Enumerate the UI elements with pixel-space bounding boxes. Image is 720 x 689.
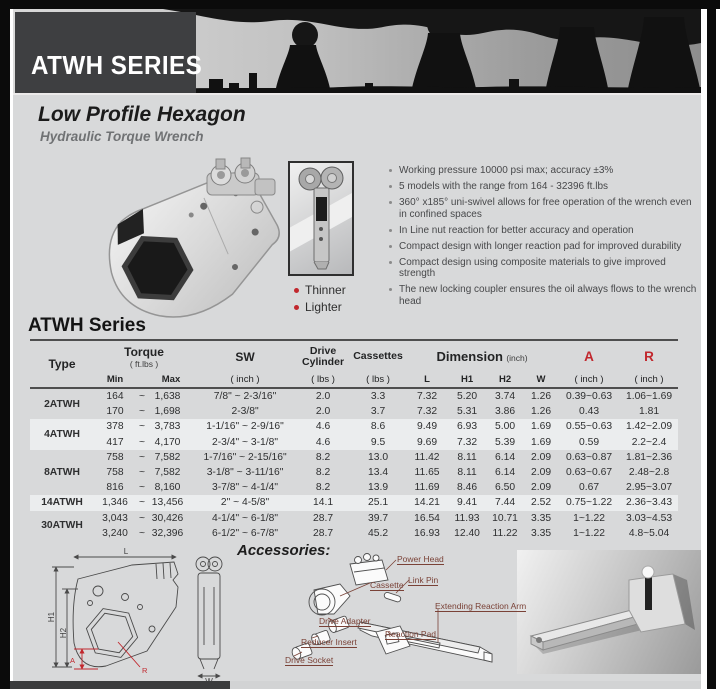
cell-torque-max: 13,456 bbox=[148, 495, 194, 510]
cell-torque-max: 32,396 bbox=[151, 527, 184, 539]
cell-torque-tilde: ~ bbox=[136, 495, 148, 510]
cell-dim-h1: 7.32 bbox=[448, 435, 486, 450]
cell-torque-tilde: ~ bbox=[138, 527, 145, 539]
col-l: L bbox=[406, 372, 448, 388]
cell-torque-max: 30,426 bbox=[151, 512, 184, 524]
col-drive-cylinder: Drive Cylinder bbox=[302, 344, 345, 368]
table-row bbox=[30, 465, 678, 480]
cell-r-value: 2.95~3.07 bbox=[625, 482, 673, 494]
cassettes-unit: ( lbs ) bbox=[350, 372, 406, 388]
cell-dim-w: 2.09 bbox=[531, 482, 552, 494]
col-max: Max bbox=[148, 372, 194, 388]
cell-r-value: 2.48~2.8 bbox=[628, 467, 670, 479]
cell-drive-cylinder: 2.0 bbox=[315, 391, 331, 403]
cell-dim-h1: 11.93 bbox=[454, 512, 480, 524]
cell-dim-w: 2.52 bbox=[524, 495, 558, 510]
spec-table-body bbox=[30, 388, 678, 541]
cell-torque-min: 1,346 bbox=[94, 495, 136, 510]
banner-image bbox=[13, 9, 701, 95]
col-r: R bbox=[644, 349, 654, 364]
cell-dim-h1: 9.41 bbox=[448, 495, 486, 510]
side-view-photo bbox=[290, 163, 352, 274]
cell-torque-max: 8,160 bbox=[154, 482, 181, 494]
cell-a-value: 0.39~0.63 bbox=[565, 391, 613, 403]
bullet-dot-icon bbox=[389, 288, 392, 291]
bullet-dot-icon bbox=[389, 185, 392, 188]
cell-torque-min: 3,240 bbox=[102, 527, 128, 539]
cell-dim-h1: 8.11 bbox=[457, 467, 477, 479]
dimension-label: Dimension bbox=[436, 349, 503, 364]
cell-drive-cylinder: 4.6 bbox=[296, 435, 350, 450]
cell-a-value: 0.67 bbox=[579, 482, 600, 494]
feature-text: Compact design with longer reaction pad for improved durability bbox=[399, 240, 682, 252]
cell-dim-h2: 6.14 bbox=[495, 467, 516, 479]
cell-torque-tilde: ~ bbox=[138, 391, 145, 403]
col-tilde bbox=[136, 372, 148, 388]
cell-drive-cylinder: 4.6 bbox=[296, 419, 350, 434]
cell-dim-l: 7.32 bbox=[417, 391, 438, 403]
dim-label-h2: H2 bbox=[59, 627, 68, 639]
cell-torque-tilde: ~ bbox=[136, 419, 148, 434]
cell-torque-min: 758 bbox=[106, 467, 124, 479]
product-photo-side bbox=[288, 161, 354, 276]
cell-dim-h2: 3.86 bbox=[495, 406, 516, 418]
cell-a-value: 1~1.22 bbox=[573, 512, 605, 524]
accessory-label-extending-reaction-arm: Extending Reaction Arm bbox=[435, 601, 527, 611]
model-type: 2ATWH bbox=[44, 398, 80, 410]
spec-table bbox=[30, 339, 678, 541]
accessory-label-reaction-pad: Reaction Pad bbox=[385, 629, 437, 639]
footer-bar-light bbox=[230, 681, 701, 689]
cell-sw: 3-1/8" ~ 3-11/16" bbox=[206, 467, 284, 479]
cell-sw: 3-7/8" ~ 4-1/4" bbox=[212, 482, 279, 494]
cell-dim-w: 3.35 bbox=[531, 527, 552, 539]
red-bullet-icon bbox=[294, 305, 299, 310]
cell-a-value: 0.75~1.22 bbox=[558, 495, 620, 510]
dim-label-r: R bbox=[142, 666, 148, 675]
cell-dim-w: 1.26 bbox=[531, 391, 552, 403]
cell-torque-min: 816 bbox=[106, 482, 124, 494]
col-w: W bbox=[524, 372, 558, 388]
bullet-dot-icon bbox=[389, 169, 392, 172]
cell-sw: 4-1/4" ~ 6-1/8" bbox=[212, 512, 279, 524]
feature-item bbox=[389, 165, 699, 177]
cell-a-value: 0.43 bbox=[579, 406, 600, 418]
cell-dim-h2: 3.74 bbox=[495, 391, 516, 403]
cell-r-value: 1.42~2.09 bbox=[620, 419, 678, 434]
bullet-dot-icon bbox=[389, 261, 392, 264]
accessories-photo bbox=[517, 550, 701, 674]
photo-callouts bbox=[294, 283, 346, 317]
cell-r-value: 2.2~2.4 bbox=[620, 435, 678, 450]
cell-drive-cylinder: 8.2 bbox=[315, 482, 331, 494]
dim-label-h1: H1 bbox=[47, 611, 56, 623]
reaction-arm-photo bbox=[517, 550, 701, 674]
accessory-label-power-head: Power Head bbox=[397, 554, 444, 564]
cell-drive-cylinder: 8.2 bbox=[315, 451, 331, 463]
cell-r-value: 3.03~4.53 bbox=[625, 512, 673, 524]
cell-torque-tilde: ~ bbox=[138, 482, 145, 494]
cell-r-value: 1.06~1.69 bbox=[625, 391, 673, 403]
table-heading: ATWH Series bbox=[28, 315, 146, 336]
cell-a-value: 0.63~0.87 bbox=[565, 451, 613, 463]
col-h1: H1 bbox=[448, 372, 486, 388]
cell-dim-w: 1.26 bbox=[531, 406, 552, 418]
table-row bbox=[30, 511, 678, 526]
model-type: 14ATWH bbox=[30, 495, 94, 510]
cell-dim-l: 7.32 bbox=[417, 406, 438, 418]
cell-drive-cylinder: 28.7 bbox=[313, 527, 334, 539]
cell-torque-min: 170 bbox=[106, 406, 124, 418]
cell-cassettes: 25.1 bbox=[350, 495, 406, 510]
cell-a-value: 0.55~0.63 bbox=[558, 419, 620, 434]
cell-torque-max: 7,582 bbox=[154, 451, 181, 463]
cell-dim-l: 16.93 bbox=[414, 527, 440, 539]
cell-dim-l: 11.65 bbox=[414, 467, 440, 479]
col-type: Type bbox=[30, 340, 94, 388]
table-row bbox=[30, 495, 678, 510]
cell-cassettes: 8.6 bbox=[350, 419, 406, 434]
cell-sw: 1-1/16" ~ 2-9/16" bbox=[194, 419, 296, 434]
cell-dim-h2: 5.39 bbox=[486, 435, 524, 450]
accessory-label-drive-socket: Drive Socket bbox=[285, 655, 334, 665]
feature-item bbox=[389, 181, 699, 193]
col-min: Min bbox=[94, 372, 136, 388]
table-row bbox=[30, 388, 678, 404]
cell-torque-min: 378 bbox=[94, 419, 136, 434]
cell-torque-tilde: ~ bbox=[138, 406, 145, 418]
feature-text: Compact design using composite materials to give improved strength bbox=[399, 256, 666, 279]
cell-torque-min: 3,043 bbox=[102, 512, 128, 524]
cell-dim-h2: 6.14 bbox=[495, 451, 516, 463]
series-title-box bbox=[15, 12, 203, 93]
cell-torque-max: 7,582 bbox=[154, 467, 181, 479]
feature-item bbox=[389, 241, 699, 253]
table-row bbox=[30, 404, 678, 419]
cell-r-value: 1.81~2.36 bbox=[625, 451, 673, 463]
cell-dim-h2: 10.71 bbox=[492, 512, 518, 524]
callout-text: Lighter bbox=[305, 300, 342, 314]
feature-item bbox=[389, 257, 699, 280]
col-sw: SW bbox=[235, 349, 255, 364]
cell-dim-l: 16.54 bbox=[414, 512, 440, 524]
cell-dim-w: 2.09 bbox=[531, 467, 552, 479]
cell-sw: 2-3/4" ~ 3-1/8" bbox=[194, 435, 296, 450]
cell-dim-h1: 8.11 bbox=[457, 451, 477, 463]
feature-text: In Line nut reaction for better accuracy and operation bbox=[399, 224, 634, 236]
cell-a-value: 1~1.22 bbox=[573, 527, 605, 539]
cell-sw: 7/8" ~ 2-3/16" bbox=[213, 391, 277, 403]
table-row bbox=[30, 450, 678, 465]
cell-drive-cylinder: 8.2 bbox=[315, 467, 331, 479]
cell-torque-tilde: ~ bbox=[138, 512, 145, 524]
cell-dim-h2: 11.22 bbox=[492, 527, 518, 539]
cell-torque-max: 3,783 bbox=[148, 419, 194, 434]
cell-cassettes: 13.4 bbox=[368, 467, 389, 479]
col-a: A bbox=[584, 349, 594, 364]
features-list bbox=[389, 165, 699, 312]
cell-torque-max: 4,170 bbox=[148, 435, 194, 450]
cell-torque-min: 164 bbox=[106, 391, 124, 403]
cell-dim-l: 14.21 bbox=[406, 495, 448, 510]
cell-a-value: 0.63~0.67 bbox=[565, 467, 613, 479]
feature-item bbox=[389, 225, 699, 237]
cell-dim-h1: 12.40 bbox=[454, 527, 480, 539]
cell-dim-h1: 6.93 bbox=[448, 419, 486, 434]
bullet-dot-icon bbox=[389, 245, 392, 248]
cell-torque-max: 1,698 bbox=[154, 406, 181, 418]
cell-dim-l: 9.69 bbox=[406, 435, 448, 450]
dimension-diagram bbox=[28, 545, 228, 685]
content-area bbox=[13, 9, 701, 681]
cell-torque-tilde: ~ bbox=[138, 451, 145, 463]
series-title: ATWH SERIES bbox=[31, 50, 203, 80]
cell-torque-max: 1,638 bbox=[154, 391, 181, 403]
dim-label-l: L bbox=[123, 547, 129, 556]
accessories-title: Accessories: bbox=[237, 542, 331, 559]
cell-dim-h1: 5.31 bbox=[457, 406, 478, 418]
cell-sw: 1-7/16" ~ 2-15/16" bbox=[203, 451, 287, 463]
cell-dim-w: 2.09 bbox=[531, 451, 552, 463]
footer-bar-dark bbox=[10, 681, 230, 689]
page-border-left bbox=[0, 0, 10, 689]
accessory-label-drive-adapter: Drive Adapter bbox=[319, 616, 371, 626]
page-border-right bbox=[707, 0, 716, 689]
drive-unit: ( lbs ) bbox=[296, 372, 350, 388]
cell-dim-l: 9.49 bbox=[406, 419, 448, 434]
cell-cassettes: 3.3 bbox=[370, 391, 386, 403]
col-torque bbox=[94, 340, 194, 372]
cell-dim-w: 1.69 bbox=[524, 435, 558, 450]
cell-cassettes: 45.2 bbox=[368, 527, 389, 539]
feature-item bbox=[389, 197, 699, 220]
cell-r-value: 2.36~3.43 bbox=[620, 495, 678, 510]
product-subtitle: Hydraulic Torque Wrench bbox=[40, 129, 204, 144]
product-title: Low Profile Hexagon bbox=[38, 103, 246, 126]
cell-dim-h2: 6.50 bbox=[495, 482, 516, 494]
col-h2: H2 bbox=[486, 372, 524, 388]
product-photo-front bbox=[95, 157, 295, 322]
cell-drive-cylinder: 2.0 bbox=[315, 406, 331, 418]
model-type: 4ATWH bbox=[30, 419, 94, 449]
dim-label-a: A bbox=[70, 656, 76, 665]
cell-cassettes: 9.5 bbox=[350, 435, 406, 450]
red-bullet-icon bbox=[294, 288, 299, 293]
a-unit: ( inch ) bbox=[558, 372, 620, 388]
sw-unit: ( inch ) bbox=[194, 372, 296, 388]
accessory-label-link-pin: Link Pin bbox=[408, 575, 439, 585]
cell-cassettes: 13.9 bbox=[368, 482, 389, 494]
cell-sw: 2-3/8" bbox=[231, 406, 259, 418]
callout-item bbox=[294, 300, 346, 314]
r-unit: ( inch ) bbox=[620, 372, 678, 388]
dimension-unit: (inch) bbox=[506, 353, 528, 363]
cell-torque-min: 758 bbox=[106, 451, 124, 463]
cell-dim-h1: 5.20 bbox=[457, 391, 478, 403]
cell-cassettes: 39.7 bbox=[368, 512, 389, 524]
callout-text: Thinner bbox=[305, 283, 346, 297]
torque-unit: ( ft.lbs ) bbox=[129, 358, 159, 369]
table-row bbox=[30, 480, 678, 495]
table-row bbox=[30, 435, 678, 450]
callout-item bbox=[294, 283, 346, 297]
table-row bbox=[30, 526, 678, 541]
bullet-dot-icon bbox=[389, 229, 392, 232]
cell-torque-min: 417 bbox=[94, 435, 136, 450]
cell-sw: 6-1/2" ~ 6-7/8" bbox=[212, 527, 279, 539]
model-type: 8ATWH bbox=[44, 467, 80, 479]
cell-dim-h2: 7.44 bbox=[486, 495, 524, 510]
cell-dim-h1: 8.46 bbox=[457, 482, 478, 494]
accessory-label-reducer-insert: Reducer Insert bbox=[301, 637, 357, 647]
cell-dim-h2: 5.00 bbox=[486, 419, 524, 434]
feature-item bbox=[389, 284, 699, 307]
page-border-top bbox=[0, 0, 720, 9]
feature-text: 360° x185° uni-swivel allows for free operation of the wrench even in confined spaces bbox=[399, 197, 692, 220]
table-row bbox=[30, 419, 678, 434]
model-type: 30ATWH bbox=[41, 520, 83, 532]
cell-cassettes: 13.0 bbox=[368, 451, 389, 463]
torque-label: Torque bbox=[124, 344, 164, 359]
swivel-coupler bbox=[207, 158, 275, 195]
cell-dim-w: 3.35 bbox=[531, 512, 552, 524]
cell-drive-cylinder: 28.7 bbox=[313, 512, 334, 524]
cell-dim-l: 11.42 bbox=[414, 451, 440, 463]
bullet-dot-icon bbox=[389, 201, 392, 204]
accessory-label-cassette: Cassette bbox=[370, 580, 404, 590]
feature-text: Working pressure 10000 psi max; accuracy ±3% bbox=[399, 165, 614, 176]
cell-a-value: 0.59 bbox=[558, 435, 620, 450]
cell-sw: 2" ~ 4-5/8" bbox=[194, 495, 296, 510]
cell-torque-tilde: ~ bbox=[138, 467, 145, 479]
cell-r-value: 1.81 bbox=[639, 406, 660, 418]
cell-dim-w: 1.69 bbox=[524, 419, 558, 434]
cell-cassettes: 3.7 bbox=[370, 406, 386, 418]
feature-text: The new locking coupler ensures the oil always flows to the wrench head bbox=[399, 284, 697, 307]
cell-dim-l: 11.69 bbox=[414, 482, 440, 494]
feature-text: 5 models with the range from 164 - 32396 ft.lbs bbox=[399, 181, 609, 192]
cell-r-value: 4.8~5.04 bbox=[628, 527, 670, 539]
cell-torque-tilde: ~ bbox=[136, 435, 148, 450]
col-cassettes: Cassettes bbox=[353, 350, 403, 362]
cell-drive-cylinder: 14.1 bbox=[296, 495, 350, 510]
col-dimension bbox=[406, 340, 558, 372]
table-header bbox=[30, 340, 678, 388]
